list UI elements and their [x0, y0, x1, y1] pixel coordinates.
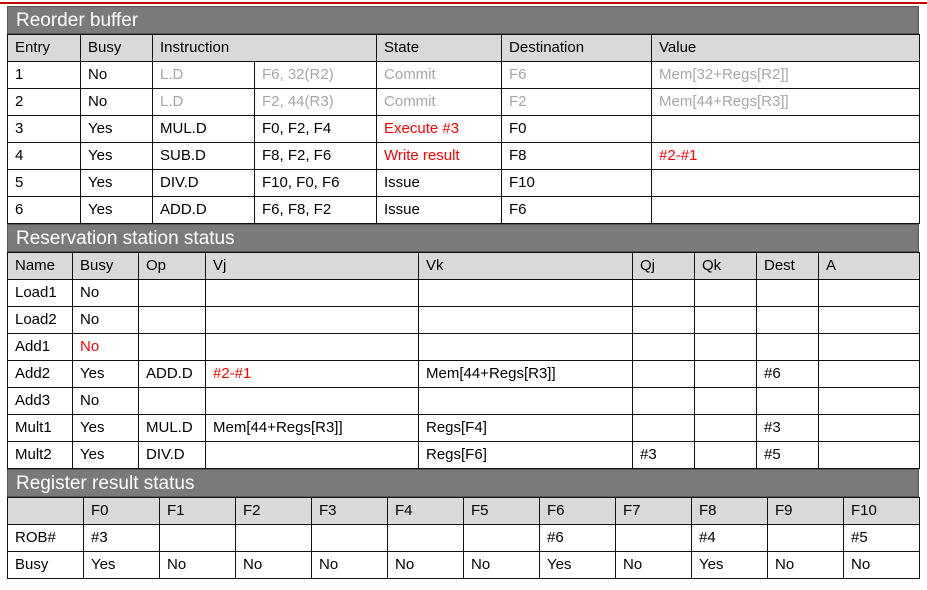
rs-header-busy: Busy [73, 253, 139, 280]
rob-op: L.D [153, 89, 255, 116]
top-accent-line [0, 2, 927, 4]
rs-vk [419, 334, 633, 361]
rob-operands: F0, F2, F4 [255, 116, 377, 143]
reg-rob-label: ROB# [8, 525, 84, 552]
rob-dest: F6 [502, 62, 652, 89]
reg-rob-f4 [388, 525, 464, 552]
reg-header-f8: F8 [692, 498, 768, 525]
rob-state: Commit [377, 89, 502, 116]
rs-header-name: Name [8, 253, 73, 280]
rs-qj: #3 [633, 442, 695, 469]
rob-operands: F10, F0, F6 [255, 170, 377, 197]
rob-busy: Yes [81, 170, 153, 197]
rs-a [819, 388, 920, 415]
rs-vk: Mem[44+Regs[R3]] [419, 361, 633, 388]
reg-rob-f9 [768, 525, 844, 552]
rob-header-value: Value [652, 35, 920, 62]
rs-op [139, 280, 206, 307]
rs-a [819, 415, 920, 442]
rob-header-state: State [377, 35, 502, 62]
reg-busy-f2: No [236, 552, 312, 579]
rs-qj [633, 388, 695, 415]
rob-state: Issue [377, 170, 502, 197]
rob-op: MUL.D [153, 116, 255, 143]
rs-name: Load1 [8, 280, 73, 307]
rob-entry: 5 [8, 170, 81, 197]
reg-rob-f1 [160, 525, 236, 552]
reg-rob-f10: #5 [844, 525, 920, 552]
rob-value: Mem[32+Regs[R2]] [652, 62, 920, 89]
reorder-buffer-table [7, 34, 920, 224]
rob-header-instruction: Instruction [153, 35, 377, 62]
reg-header-f1: F1 [160, 498, 236, 525]
rs-op: MUL.D [139, 415, 206, 442]
rob-value [652, 197, 920, 224]
rs-dest: #6 [757, 361, 819, 388]
reg-header-corner [8, 498, 84, 525]
rob-dest: F0 [502, 116, 652, 143]
rob-header-busy: Busy [81, 35, 153, 62]
rs-row-add1 [8, 334, 920, 361]
reg-header-row [8, 498, 920, 525]
rs-row-add2 [8, 361, 920, 388]
reg-header-f9: F9 [768, 498, 844, 525]
rob-operands: F8, F2, F6 [255, 143, 377, 170]
reg-header-f6: F6 [540, 498, 616, 525]
rob-row-6 [8, 197, 920, 224]
rs-header-op: Op [139, 253, 206, 280]
rs-qj [633, 361, 695, 388]
rob-busy: Yes [81, 116, 153, 143]
rs-qk [695, 334, 757, 361]
rs-vk: Regs[F6] [419, 442, 633, 469]
rs-name: Add2 [8, 361, 73, 388]
reg-rob-f6: #6 [540, 525, 616, 552]
rs-dest [757, 334, 819, 361]
reg-rob-f7 [616, 525, 692, 552]
rob-header-row [8, 35, 920, 62]
rob-state: Write result [377, 143, 502, 170]
rs-header-row [8, 253, 920, 280]
rob-row-4 [8, 143, 920, 170]
reg-busy-f10: No [844, 552, 920, 579]
reg-busy-label: Busy [8, 552, 84, 579]
rs-row-load1 [8, 280, 920, 307]
reservation-station-table [7, 252, 920, 469]
reg-busy-f6: Yes [540, 552, 616, 579]
rs-row-add3 [8, 388, 920, 415]
rob-op: DIV.D [153, 170, 255, 197]
rs-busy: Yes [73, 442, 139, 469]
rs-qk [695, 415, 757, 442]
rs-header-vk: Vk [419, 253, 633, 280]
rs-qk [695, 280, 757, 307]
rob-title: Reorder buffer [7, 6, 919, 34]
rs-vj [206, 388, 419, 415]
rob-busy: No [81, 89, 153, 116]
rob-busy: Yes [81, 143, 153, 170]
rs-a [819, 307, 920, 334]
reg-rob-f0: #3 [84, 525, 160, 552]
rob-entry: 1 [8, 62, 81, 89]
reg-busy-row [8, 552, 920, 579]
rs-busy: No [73, 334, 139, 361]
rs-vj [206, 280, 419, 307]
rs-qk [695, 388, 757, 415]
rs-header-qj: Qj [633, 253, 695, 280]
reg-rob-f2 [236, 525, 312, 552]
rob-dest: F2 [502, 89, 652, 116]
rob-value: Mem[44+Regs[R3]] [652, 89, 920, 116]
rs-row-mult2 [8, 442, 920, 469]
reg-busy-f0: Yes [84, 552, 160, 579]
rob-row-1 [8, 62, 920, 89]
reg-header-f4: F4 [388, 498, 464, 525]
rs-name: Load2 [8, 307, 73, 334]
rs-vk [419, 280, 633, 307]
reg-header-f3: F3 [312, 498, 388, 525]
rs-op [139, 307, 206, 334]
rob-dest: F8 [502, 143, 652, 170]
reg-header-f0: F0 [84, 498, 160, 525]
reg-header-f7: F7 [616, 498, 692, 525]
rs-header-a: A [819, 253, 920, 280]
rob-entry: 2 [8, 89, 81, 116]
rob-value [652, 170, 920, 197]
rs-op [139, 334, 206, 361]
rs-vj [206, 307, 419, 334]
rs-dest [757, 307, 819, 334]
rs-a [819, 442, 920, 469]
rob-value: #2-#1 [652, 143, 920, 170]
rob-state: Execute #3 [377, 116, 502, 143]
rob-busy: No [81, 62, 153, 89]
rs-op: DIV.D [139, 442, 206, 469]
rob-header-destination: Destination [502, 35, 652, 62]
rob-entry: 3 [8, 116, 81, 143]
rs-op: ADD.D [139, 361, 206, 388]
rob-state: Commit [377, 62, 502, 89]
reg-busy-f1: No [160, 552, 236, 579]
rs-name: Add1 [8, 334, 73, 361]
rob-operands: F2, 44(R3) [255, 89, 377, 116]
rs-qj [633, 307, 695, 334]
rob-busy: Yes [81, 197, 153, 224]
rs-qj [633, 415, 695, 442]
rob-op: SUB.D [153, 143, 255, 170]
rs-vk [419, 307, 633, 334]
rob-row-5 [8, 170, 920, 197]
rs-qj [633, 334, 695, 361]
rs-header-vj: Vj [206, 253, 419, 280]
rs-title: Reservation station status [7, 224, 919, 252]
rs-qj [633, 280, 695, 307]
rs-a [819, 361, 920, 388]
reg-title: Register result status [7, 469, 919, 497]
tomasulo-status-tables [7, 6, 919, 579]
rs-name: Mult1 [8, 415, 73, 442]
rs-vj: #2-#1 [206, 361, 419, 388]
reg-header-f2: F2 [236, 498, 312, 525]
rs-row-load2 [8, 307, 920, 334]
rs-busy: No [73, 388, 139, 415]
rs-vk: Regs[F4] [419, 415, 633, 442]
rs-vk [419, 388, 633, 415]
reg-header-f5: F5 [464, 498, 540, 525]
rob-op: L.D [153, 62, 255, 89]
rs-qk [695, 307, 757, 334]
reg-busy-f8: Yes [692, 552, 768, 579]
rs-vj [206, 334, 419, 361]
rob-entry: 6 [8, 197, 81, 224]
rob-op: ADD.D [153, 197, 255, 224]
reg-rob-f8: #4 [692, 525, 768, 552]
rs-dest: #3 [757, 415, 819, 442]
reg-busy-f7: No [616, 552, 692, 579]
rob-operands: F6, 32(R2) [255, 62, 377, 89]
reg-rob-f3 [312, 525, 388, 552]
rob-row-2 [8, 89, 920, 116]
rob-row-3 [8, 116, 920, 143]
rs-a [819, 280, 920, 307]
rs-op [139, 388, 206, 415]
rs-header-qk: Qk [695, 253, 757, 280]
rs-vj: Mem[44+Regs[R3]] [206, 415, 419, 442]
reg-busy-f4: No [388, 552, 464, 579]
rs-name: Add3 [8, 388, 73, 415]
rs-busy: No [73, 307, 139, 334]
rs-vj [206, 442, 419, 469]
rs-header-dest: Dest [757, 253, 819, 280]
rob-value [652, 116, 920, 143]
rob-dest: F10 [502, 170, 652, 197]
rs-busy: No [73, 280, 139, 307]
rob-dest: F6 [502, 197, 652, 224]
rs-dest: #5 [757, 442, 819, 469]
rob-state: Issue [377, 197, 502, 224]
rs-qk [695, 442, 757, 469]
rs-a [819, 334, 920, 361]
rs-qk [695, 361, 757, 388]
reg-busy-f9: No [768, 552, 844, 579]
reg-busy-f5: No [464, 552, 540, 579]
reg-header-f10: F10 [844, 498, 920, 525]
rs-dest [757, 280, 819, 307]
rs-dest [757, 388, 819, 415]
rs-busy: Yes [73, 361, 139, 388]
rs-name: Mult2 [8, 442, 73, 469]
register-status-table [7, 497, 920, 579]
reg-rob-f5 [464, 525, 540, 552]
reg-rob-row [8, 525, 920, 552]
rob-operands: F6, F8, F2 [255, 197, 377, 224]
rs-busy: Yes [73, 415, 139, 442]
reg-busy-f3: No [312, 552, 388, 579]
rob-header-entry: Entry [8, 35, 81, 62]
rs-row-mult1 [8, 415, 920, 442]
rob-entry: 4 [8, 143, 81, 170]
